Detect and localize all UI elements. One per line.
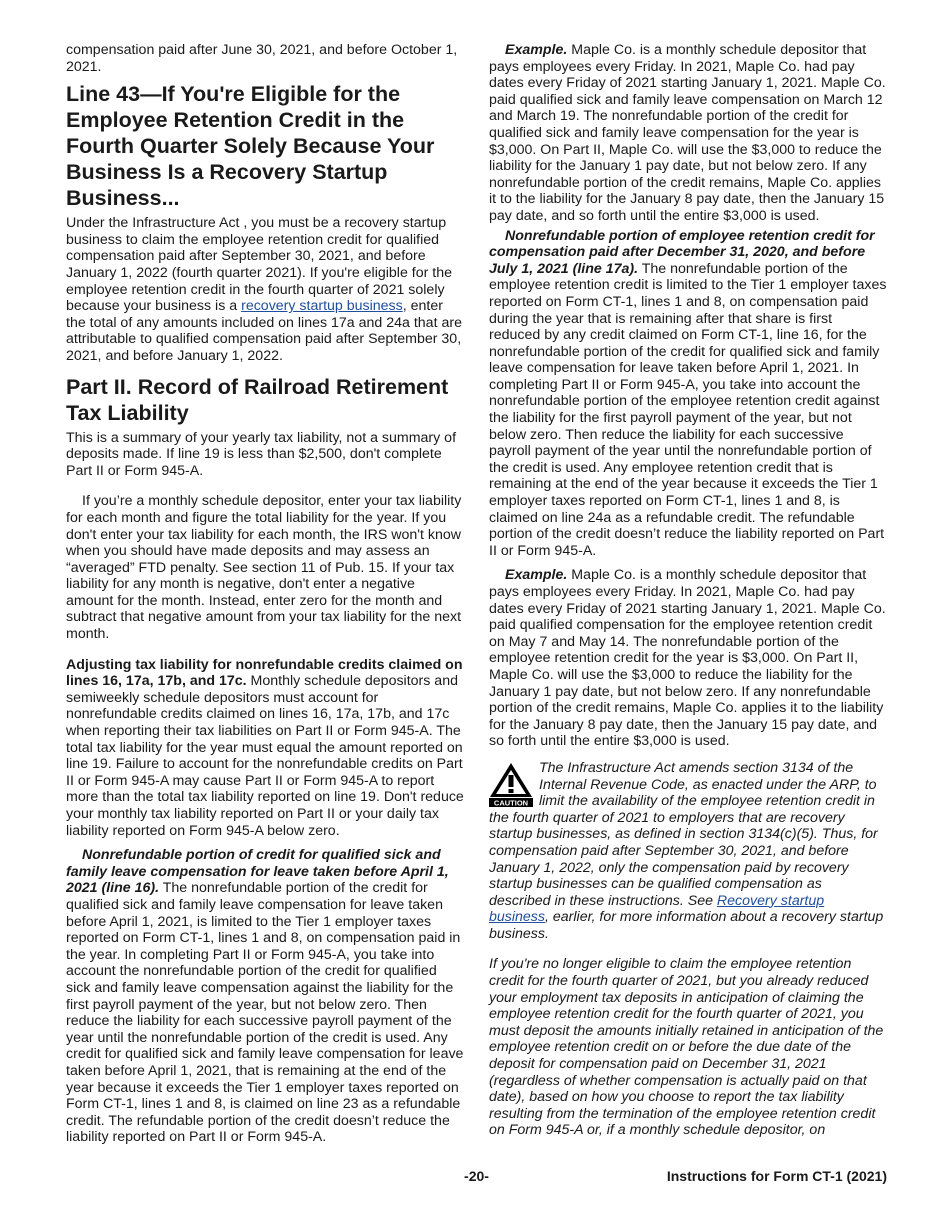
right-column	[489, 42, 887, 1139]
svg-text:CAUTION: CAUTION	[493, 798, 529, 807]
caution-note	[489, 760, 887, 943]
nonrefundable-line17a-paragraph: Nonrefundable portion of employee retention credit for compensation paid after December 31, 2020, and before July 1, 2021 (line 17a). The nonrefundable portion of the employee retention credit is limited to the Tier 1 employer taxes reported on Form CT-1, lines 1 and 8, on compensation paid during the year that is remaining after that share is first reduced by any credit claimed on Form CT-1, line 16, for the nonrefundable portion of the credit for qualified sick and family leave compensation for leave taken before April 1, 2021. In completing Part II or Form 945-A, you take into account the nonrefundable portion of the employee retention credit against the liability for the first payroll payment of the year, but not below zero. Then reduce the liability for each successive payroll payment of the year until the nonrefundable portion of the credit is used. Any employee retention credit that is remaining at the end of the year because it exceeds the Tier 1 employer taxes reported on Form CT-1, lines 1 and 8, is claimed on line 24a as a refundable credit. The refundable portion of the credit doesn’t reduce the liability reported on Part II or Form 945-A.	[489, 227, 887, 559]
adjusting-liability-paragraph: Adjusting tax liability for nonrefundable credits claimed on lines 16, 17a, 17b, and 17c. Monthly schedule depositors and semiweekly schedule depositors must account for nonrefundable credits claimed on lines 16, 17a, 17b, and 17c when reporting their tax liabilities on Part II or Form 945-A. The total tax liability for the year must equal the amount reported on line 19. Failure to account for the nonrefundable credits on Part II or Form 945-A may cause Part II or Form 945-A to report more than the total tax liability reported on line 19. Don't reduce your monthly tax liability reported on Part II or your daily tax liability reported on Form 945-A below zero.	[66, 656, 464, 839]
recovery-startup-business-link[interactable]: recovery startup business	[241, 298, 403, 315]
line43-heading: Line 43—If You're Eligible for the Employee Retention Credit in the Fourth Quarter Solely Because Your Business Is a Recovery Startup Business...	[66, 82, 435, 211]
example-1-paragraph: Example. Maple Co. is a monthly schedule depositor that pays employees every Friday. In 2021, Maple Co. had pay dates every Friday of 2021 starting January 1, 2021. Maple Co. paid qualified sick and family leave compensation on March 12 and March 19. The nonrefundable portion of the credit for qualified sick and family leave compensation for the year is $3,000. On Part II, Maple Co. will use the $3,000 to reduce the liability for the January 1 pay date, but not below zero. If any nonrefundable portion of the credit remains, Maple Co. applies it to the liability for the January 8 pay date, then the January 15 pay date, and so forth until the entire $3,000 is used.	[489, 42, 886, 224]
nonrefundable-line16-paragraph: Nonrefundable portion of credit for qualified sick and family leave compensation for leave taken before April 1, 2021 (line 16). The nonrefundable portion of the credit for qualified sick and family leave compensation for leave taken before April 1, 2021, is limited to the Tier 1 employer taxes reported on Form CT-1, lines 1 and 8, on compensation paid in the year. In completing Part II or Form 945-A, you take into account the nonrefundable portion of the credit for qualified sick and family leave compensation against the liability for the first payroll payment of the year, but not below zero. Then reduce the liability for each successive payroll payment of the year until the nonrefundable portion of the credit is used. Any credit for qualified sick and family leave compensation for leave taken before April 1, 2021, that is remaining at the end of the year because it exceeds the Tier 1 employer taxes reported on Form CT-1, lines 1 and 8, is claimed on line 23 as a refundable credit. The refundable portion of the credit doesn’t reduce the liability reported on Part II or Form 945-A.	[66, 847, 464, 1146]
example-2-paragraph: Example. Maple Co. is a monthly schedule depositor that pays employees every Friday. In 2021, Maple Co. had pay dates every Friday of 2021 starting January 1, 2021. Maple Co. paid qualified compensation for the employee retention credit on May 7 and May 14. The nonrefundable portion of the employee retention credit for the year is $3,000. On Part II, Maple Co. will use the $3,000 to reduce the liability for the January 1 pay date, but not below zero. If any nonrefundable portion of the credit remains, Maple Co. applies it to the liability for the January 8 pay date, then the January 15 pay date, and so forth until the entire $3,000 is used.	[489, 567, 886, 750]
no-longer-eligible-paragraph: If you're no longer eligible to claim the employee retention credit for the fourth quarter of 2021, but you already reduced your employment tax deposits in anticipation of claiming the employee retention credit for the fourth quarter of 2021, you must deposit the amounts initially retained in anticipation of the employee retention credit on or before the due date of the deposit for compensation paid on December 31, 2021 (regardless of whether compensation is actually paid on that date), based on how you choose to report the tax liability resulting from the termination of the employee retention credit on Form 945-A or, if a monthly schedule depositor, on	[489, 956, 884, 1139]
intro-paragraph: compensation paid after June 30, 2021, and before October 1, 2021.	[66, 42, 458, 75]
left-column	[66, 42, 464, 1146]
recovery-startup-business-link-2[interactable]: Recovery startup business	[489, 892, 825, 926]
page-number: -20-	[464, 1168, 489, 1184]
document-title: Instructions for Form CT-1 (2021)	[666, 1168, 887, 1184]
caution-icon	[489, 761, 533, 807]
line43-paragraph: Under the Infrastructure Act , you must be a recovery startup business to claim the employee retention credit for qualified compensation paid after September 30, 2021, and before January 1, 2022 (fourth quarter 2021). If you're eligible for the employee retention credit in the fourth quarter of 2021 solely because your business is a recovery startup business, enter the total of any amounts included on lines 17a and 24a that are attributable to qualified compensation paid after September 30, 2021, and before January 1, 2022.	[66, 215, 462, 364]
page-footer	[66, 1168, 887, 1186]
part2-summary-paragraph: This is a summary of your yearly tax liability, not a summary of deposits made. If line 19 is less than $2,500, don't complete Part II or Form 945-A.	[66, 429, 457, 479]
part2-heading: Part II. Record of Railroad Retirement Tax Liability	[66, 374, 449, 425]
monthly-depositor-paragraph: If you’re a monthly schedule depositor, enter your tax liability for each month and figure the total liability for the year. If you don't enter your tax liability for each month, the IRS won't know when you should have made deposits and may assess an “averaged” FTD penalty. See section 11 of Pub. 15. If your tax liability for any month is negative, don't enter a negative amount for the month. Instead, enter zero for the month and subtract that negative amount from your tax liability for the next month.	[66, 493, 462, 643]
caution-text: The Infrastructure Act amends section 3134 of the Internal Revenue Code, as enacted under the ARP, to limit the availability of the employee retention credit in the fourth quarter of 2021 to employers that are recovery startup businesses, as defined in section 3134(c)(5). Thus, for compensation paid after September 30, 2021, and before January 1, 2022, only the compensation paid by recovery startup businesses can be qualified compensation as described in these instructions. See Recovery startup business, earlier, for more information about a recovery startup business.	[489, 759, 884, 942]
